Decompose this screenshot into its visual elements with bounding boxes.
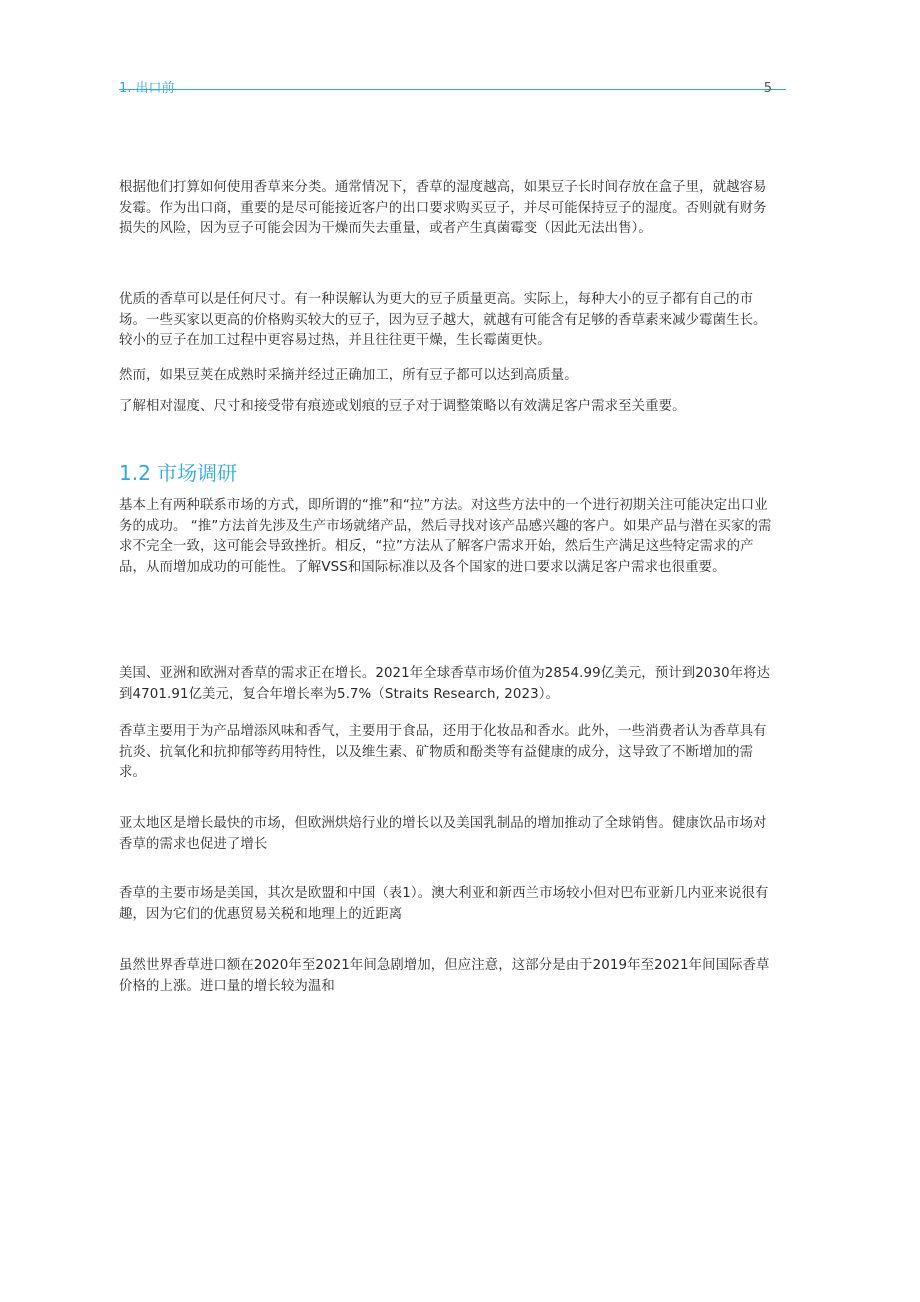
header-chapter-label: 1. 出口前 — [119, 81, 175, 96]
body-paragraph: 香草主要用于为产品增添风味和香气，主要用于食品，还用于化妆品和香水。此外，一些消费者认为香草具有抗炎、抗氧化和抗抑郁等药用特性，以及维生素、矿物质和酚类等有益健康的成分，这导致了不断增加的需求。 — [119, 724, 767, 780]
body-paragraph: 香草的主要市场是美国，其次是欧盟和中国（表1）。澳大利亚和新西兰市场较小但对巴布亚新几内亚来说很有趣，因为它们的优惠贸易关税和地理上的近距离 — [119, 886, 769, 922]
body-paragraph: 根据他们打算如何使用香草来分类。通常情况下，香草的湿度越高，如果豆子长时间存放在盒子里，就越容易发霉。作为出口商，重要的是尽可能接近客户的出口要求购买豆子，并尽可能保持豆子的湿度。否则就有财务损失的风险，因为豆子可能会因为干燥而失去重量，或者产生真菌霉变（因此无法出售）。 — [119, 180, 767, 236]
running-header — [119, 80, 786, 98]
body-paragraph: 优质的香草可以是任何尺寸。有一种误解认为更大的豆子质量更高。实际上，每种大小的豆子都有自己的市场。一些买家以更高的价格购买较大的豆子，因为豆子越大，就越有可能含有足够的香草素来减少霉菌生长。较小的豆子在加工过程中更容易过热，并且往往更干燥，生长霉菌更快。 — [119, 292, 767, 348]
section-heading: 1.2 市场调研 — [119, 461, 238, 485]
body-paragraph: 亚太地区是增长最快的市场，但欧洲烘焙行业的增长以及美国乳制品的增加推动了全球销售。健康饮品市场对香草的需求也促进了增长 — [119, 816, 767, 852]
body-paragraph: 然而，如果豆荚在成熟时采摘并经过正确加工，所有豆子都可以达到高质量。 — [119, 368, 578, 383]
page-number: 5 — [763, 81, 772, 96]
body-paragraph: 虽然世界香草进口额在2020年至2021年间急剧增加，但应注意，这部分是由于2019年至2021年间国际香草价格的上涨。进口量的增长较为温和 — [119, 958, 770, 994]
body-paragraph: 美国、亚洲和欧洲对香草的需求正在增长。2021年全球香草市场价值为2854.99亿美元，预计到2030年将达到4701.91亿美元，复合年增长率为5.7%（Straits Research, 2023）。 — [119, 666, 771, 702]
body-paragraph: 基本上有两种联系市场的方式，即所谓的“推”和“拉”方法。对这些方法中的一个进行初期关注可能决定出口业务的成功。 “推”方法首先涉及生产市场就绪产品，然后寻找对该产品感兴趣的客户。如果产品与潜在买家的需求不完全一致，这可能会导致挫折。相反，“拉”方法从了解客户需求开始，然后生产满足这些特定需求的产品，从而增加成功的可能性。了解VSS和国际标准以及各个国家的进口要求以满足客户需求也很重要。 — [119, 498, 772, 575]
body-paragraph: 了解相对湿度、尺寸和接受带有痕迹或划痕的豆子对于调整策略以有效满足客户需求至关重要。 — [119, 399, 686, 414]
header-rule — [119, 89, 786, 90]
